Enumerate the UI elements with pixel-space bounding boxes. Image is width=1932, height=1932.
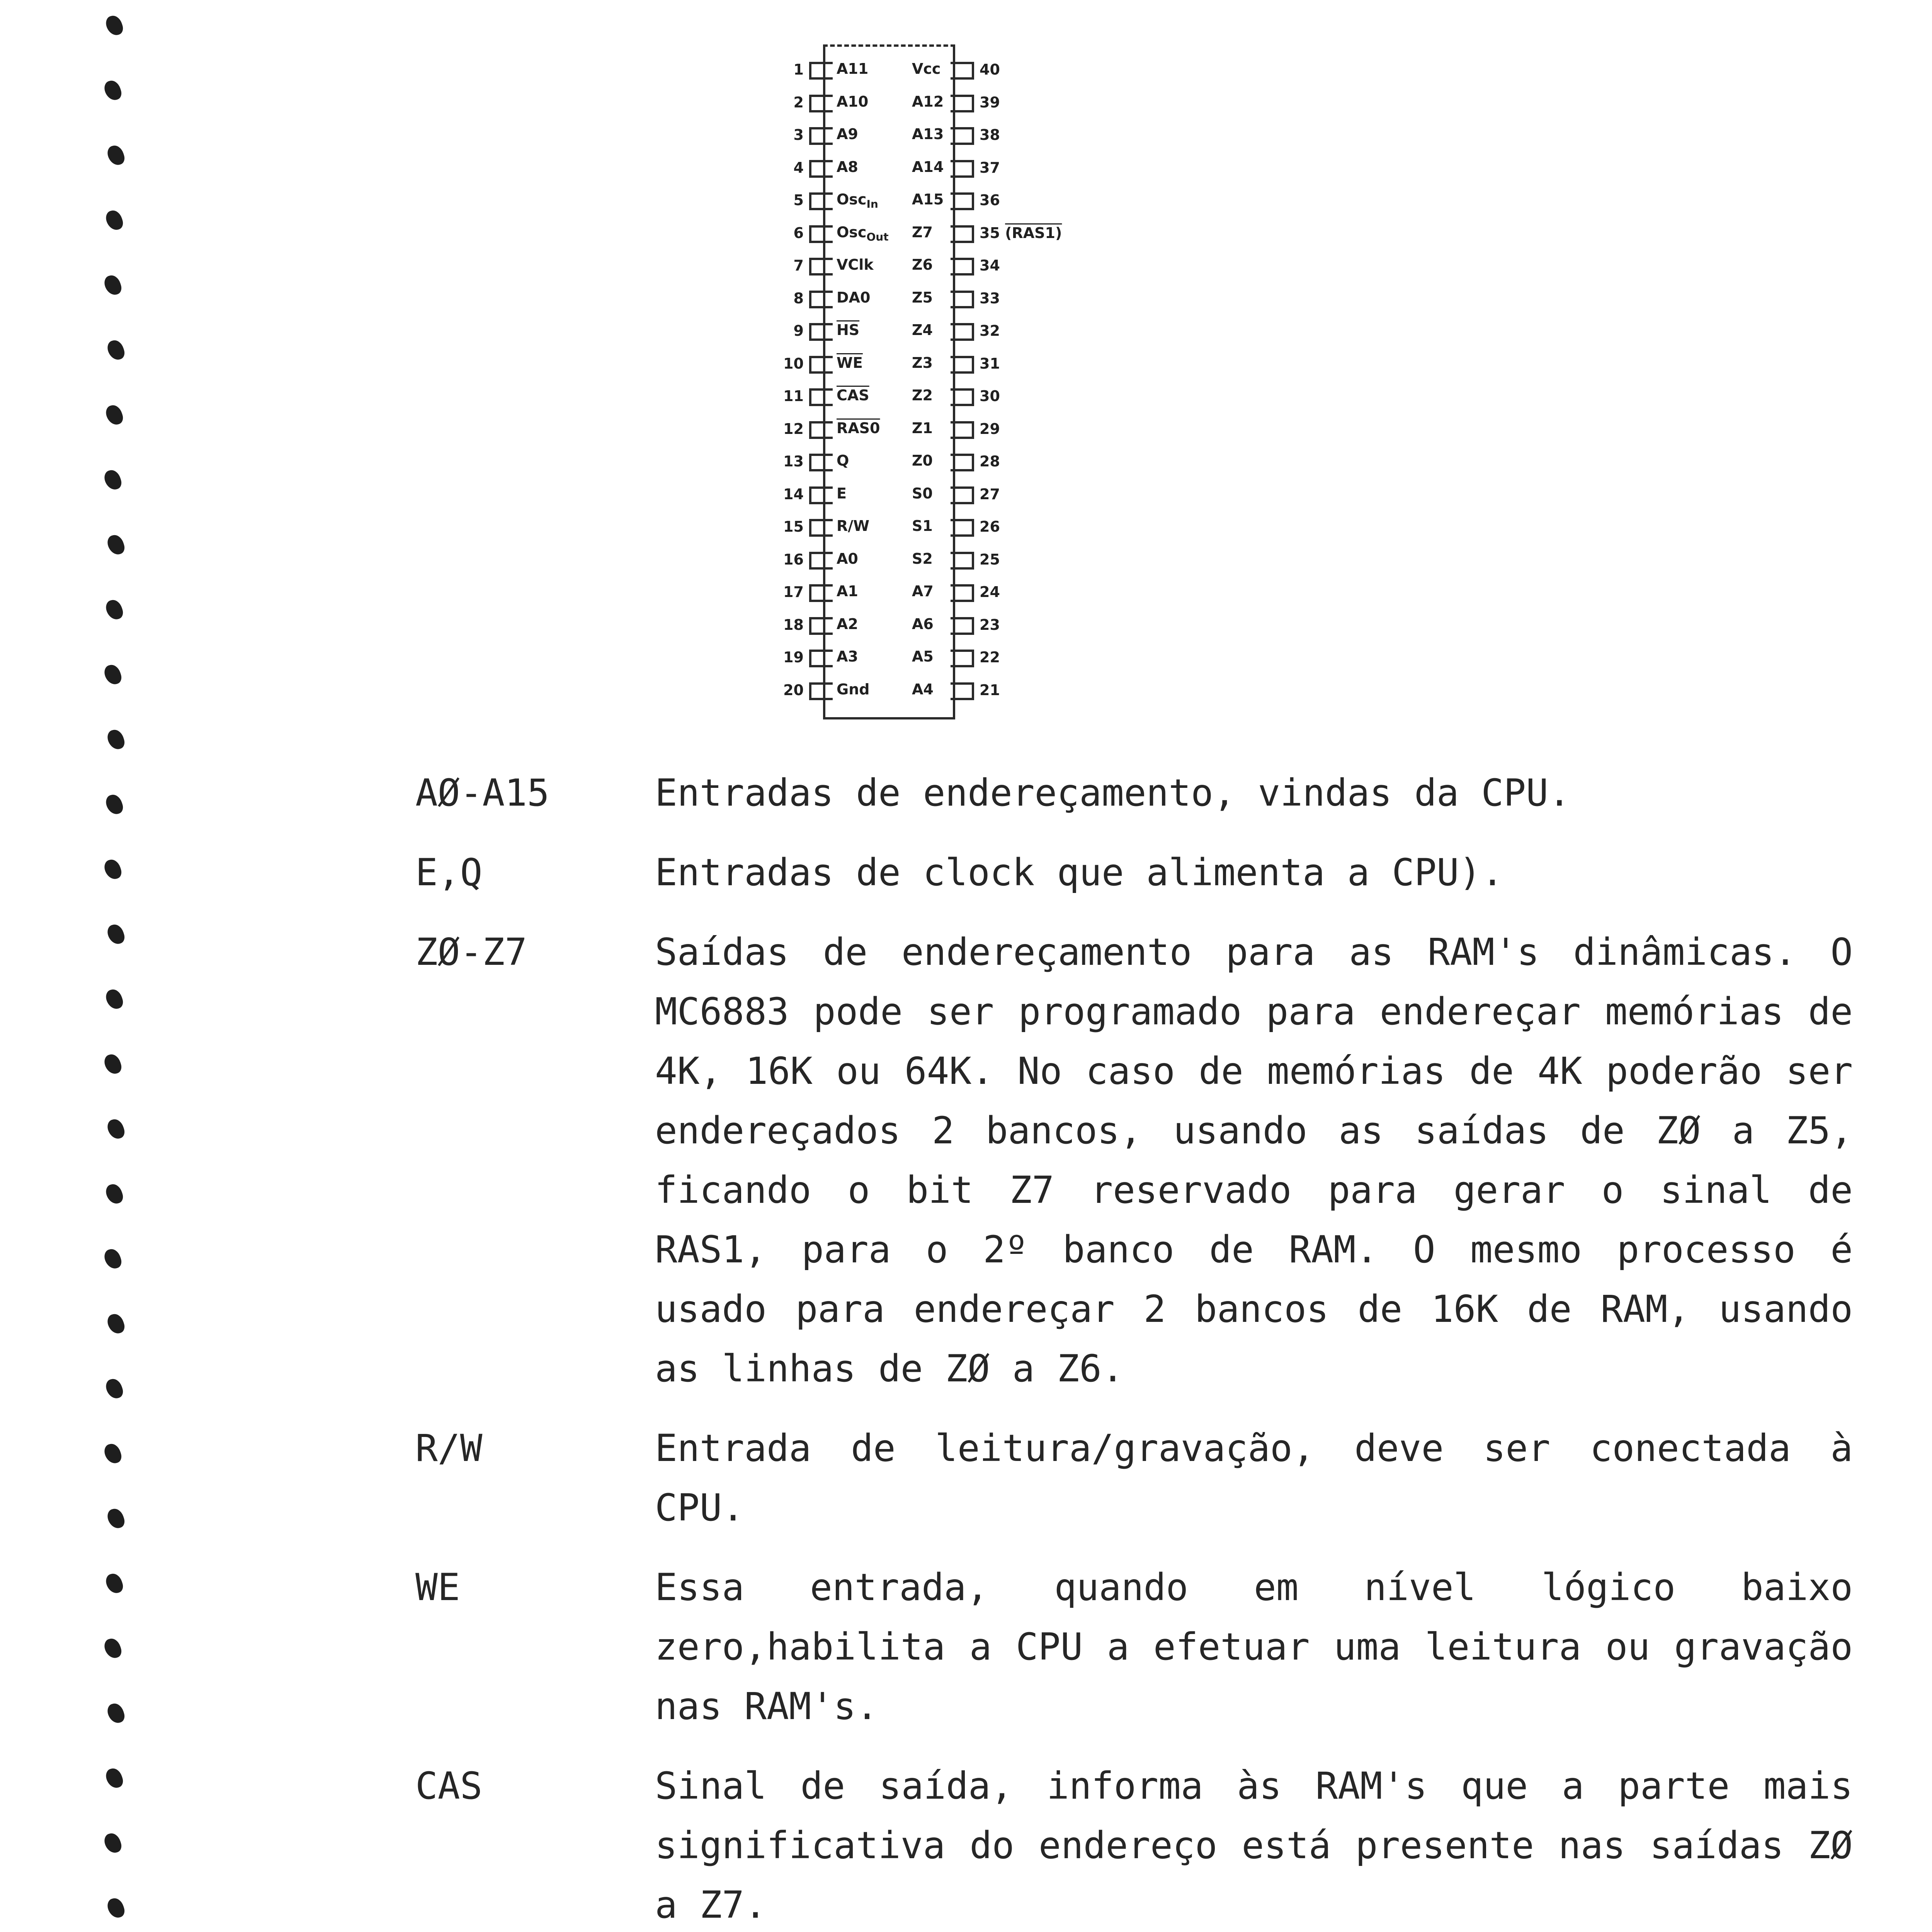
signal-entry xyxy=(415,1558,1853,1736)
pin-signal: Z6 xyxy=(912,256,933,273)
signal-entry xyxy=(415,1756,1853,1932)
pin-number: 12 xyxy=(783,420,804,437)
binder-hole xyxy=(104,1182,125,1206)
pin-number: 15 xyxy=(783,518,804,535)
pin-signal: A5 xyxy=(912,648,934,665)
pin-lead xyxy=(951,323,974,341)
pin-lead xyxy=(951,192,974,210)
pin-lead xyxy=(951,421,974,439)
pin-signal: A6 xyxy=(912,615,934,633)
pin-signal: Gnd xyxy=(837,680,870,698)
pin-signal: A4 xyxy=(912,680,934,698)
pin-right-39 xyxy=(912,91,1121,114)
pin-right-37 xyxy=(912,156,1121,179)
pin-number: 22 xyxy=(980,649,1000,666)
pin-number: 34 xyxy=(980,257,1000,274)
pin-signal: S2 xyxy=(912,550,933,567)
pin-signal: Q xyxy=(837,452,849,469)
signal-description: Saídas de endereçamento para as RAM's dinâmicas. O MC6883 pode ser programado para endereçar memórias de 4K, 16K ou 64K. No caso de memórias de 4K poderão ser endereçados 2 bancos, usando as saídas de ZØ a Z5, ficando o bit Z7 reservado para gerar o sinal de RAS1, para o 2º banco de RAM. O mesmo processo é usado para endereçar 2 bancos de 16K de RAM, usando as linhas de ZØ a Z6. xyxy=(655,930,1853,1390)
binder-hole xyxy=(102,1247,123,1271)
pin-signal: A10 xyxy=(837,93,869,110)
pin-number: 32 xyxy=(980,322,1000,339)
pin-number: 8 xyxy=(793,289,804,307)
binder-hole xyxy=(105,1117,126,1141)
binder-hole xyxy=(104,987,125,1011)
pin-left-8 xyxy=(0,287,871,310)
pin-lead xyxy=(809,454,833,471)
pin-signal: R/W xyxy=(837,517,870,534)
pin-lead xyxy=(809,356,833,374)
binder-hole xyxy=(102,1831,123,1855)
pin-left-15 xyxy=(0,515,870,538)
binder-hole xyxy=(105,1312,126,1336)
pin-number: 25 xyxy=(980,551,1000,568)
pin-signal: Osc$_{In}$ xyxy=(837,191,878,211)
pin-right-34 xyxy=(912,254,1121,277)
pin-number: 20 xyxy=(783,681,804,699)
pin-signal: DA0 xyxy=(837,289,871,306)
pin-number: 1 xyxy=(793,61,804,78)
pin-number: 10 xyxy=(783,355,804,372)
pin-lead xyxy=(809,552,833,570)
pin-number: 36 xyxy=(980,192,1000,209)
pin-signal: Z0 xyxy=(912,452,933,469)
signal-name: R/W xyxy=(415,1427,483,1470)
pin-right-26 xyxy=(912,515,1121,538)
pin-lead xyxy=(809,291,833,308)
pin-number: 29 xyxy=(980,420,1000,437)
signal-name: ZØ-Z7 xyxy=(415,930,527,974)
pin-number: 33 xyxy=(980,289,1000,307)
pin-lead xyxy=(951,127,974,145)
signal-entry xyxy=(415,922,1853,1398)
pin-lead xyxy=(951,650,974,667)
pin-right-35 xyxy=(912,221,1121,245)
pin-number: 38 xyxy=(980,126,1000,143)
pin-right-22 xyxy=(912,646,1121,669)
binder-hole xyxy=(104,1571,125,1595)
pin-lead xyxy=(951,258,974,276)
pin-lead xyxy=(809,258,833,276)
pin-number: 37 xyxy=(980,159,1000,176)
pin-left-16 xyxy=(0,548,858,571)
pin-left-3 xyxy=(0,123,858,146)
pin-lead xyxy=(951,291,974,308)
pin-number: 9 xyxy=(793,322,804,339)
pin-signal: Z1 xyxy=(912,419,933,437)
pin-number: 40 xyxy=(980,61,1000,78)
pin-number: 17 xyxy=(783,583,804,600)
pin-lead xyxy=(951,552,974,570)
pin-lead xyxy=(809,584,833,602)
pin-right-38 xyxy=(912,123,1121,146)
pin-right-36 xyxy=(912,189,1121,212)
pin-lead xyxy=(809,486,833,504)
binder-hole xyxy=(105,1701,126,1725)
pin-signal: A1 xyxy=(837,583,858,600)
pin-signal: Z2 xyxy=(912,387,933,404)
pin-left-1 xyxy=(0,58,869,81)
binder-hole xyxy=(102,1636,123,1660)
pin-signal: Z7 xyxy=(912,223,933,241)
pin-left-18 xyxy=(0,613,858,636)
pin-signal: Z4 xyxy=(912,321,933,338)
pin-lead xyxy=(809,192,833,210)
pin-right-28 xyxy=(912,450,1121,473)
signal-description: Sinal de saída, informa às RAM's que a parte mais significativa do endereço está presente nas saídas ZØ a Z7. xyxy=(655,1764,1853,1927)
pin-left-17 xyxy=(0,580,858,604)
pin-number: 30 xyxy=(980,388,1000,405)
pin-lead xyxy=(809,421,833,439)
pin-right-21 xyxy=(912,679,1121,702)
pin-left-5 xyxy=(0,189,878,212)
pin-signal: A12 xyxy=(912,93,944,110)
pin-number: 24 xyxy=(980,583,1000,600)
pin-number: 39 xyxy=(980,94,1000,111)
pin-right-30 xyxy=(912,384,1121,408)
pin-signal: Z3 xyxy=(912,354,933,371)
pin-right-40 xyxy=(912,58,1121,81)
pin-lead xyxy=(951,584,974,602)
pin-signal: VClk xyxy=(837,256,874,273)
pin-lead xyxy=(809,682,833,700)
pin-signal: A13 xyxy=(912,126,944,143)
pin-right-33 xyxy=(912,287,1121,310)
pin-right-32 xyxy=(912,319,1121,342)
binder-hole xyxy=(102,1052,123,1076)
signal-name: CAS xyxy=(415,1764,483,1808)
pin-number: 7 xyxy=(793,257,804,274)
signal-description: Entrada de leitura/gravação, deve ser conectada à CPU. xyxy=(655,1427,1853,1529)
signal-description: Essa entrada, quando em nível lógico baixo zero,habilita a CPU a efetuar uma leitura ou gravação nas RAM's. xyxy=(655,1566,1853,1728)
pin-signal: A11 xyxy=(837,60,869,77)
binder-hole xyxy=(102,857,123,881)
pin-left-11 xyxy=(0,384,869,408)
signal-name: E,Q xyxy=(415,851,483,894)
pin-number: 23 xyxy=(980,616,1000,633)
pin-number: 26 xyxy=(980,518,1000,535)
pin-lead xyxy=(951,519,974,537)
pin-right-24 xyxy=(912,580,1121,604)
pin-left-19 xyxy=(0,646,858,669)
pin-left-12 xyxy=(0,417,880,440)
pin-left-14 xyxy=(0,483,847,506)
pin-left-4 xyxy=(0,156,858,179)
signal-name: WE xyxy=(415,1566,460,1609)
binder-hole xyxy=(105,1896,126,1920)
pin-signal: A8 xyxy=(837,158,858,175)
pin-lead xyxy=(951,388,974,406)
pin-left-6 xyxy=(0,221,889,245)
pin-signal: Osc$_{Out}$ xyxy=(837,223,889,243)
pin-signal: A14 xyxy=(912,158,944,175)
pin-number: 16 xyxy=(783,551,804,568)
pin-right-25 xyxy=(912,548,1121,571)
pin-lead xyxy=(951,486,974,504)
signal-entry xyxy=(415,843,1853,902)
pin-number: 31 xyxy=(980,355,1000,372)
binder-hole xyxy=(104,14,125,37)
signal-description: Entradas de endereçamento, vindas da CPU. xyxy=(655,771,1571,815)
pin-lead xyxy=(809,160,833,178)
pin-signal: A7 xyxy=(912,583,934,600)
pin-signal: S0 xyxy=(912,485,933,502)
pin-signal: RAS0 xyxy=(837,419,880,437)
pin-signal: $\overline{CAS}$ xyxy=(837,387,869,404)
pin-left-13 xyxy=(0,450,849,473)
binder-hole xyxy=(105,728,126,752)
pin-number: 2 xyxy=(793,94,804,111)
pin-left-2 xyxy=(0,91,869,114)
signal-description-list xyxy=(415,763,1853,1932)
pin-number: 19 xyxy=(783,649,804,666)
pin-lead xyxy=(951,356,974,374)
pin-number: 6 xyxy=(793,224,804,242)
pin-signal: $\overline{WE}$ xyxy=(837,354,863,371)
pin-number: 14 xyxy=(783,485,804,503)
pin-signal: A2 xyxy=(837,615,858,633)
pin-lead xyxy=(809,127,833,145)
signal-description: Entradas de clock que alimenta a CPU). xyxy=(655,851,1504,894)
pin-signal: A15 xyxy=(912,191,944,208)
pin-left-10 xyxy=(0,352,863,375)
signal-entry xyxy=(415,1418,1853,1537)
signal-name: AØ-A15 xyxy=(415,771,549,815)
pin-signal: S1 xyxy=(912,517,933,534)
binder-hole xyxy=(104,793,125,816)
pin-right-29 xyxy=(912,417,1121,440)
pin-number: 11 xyxy=(783,388,804,405)
pin-signal: Z5 xyxy=(912,289,933,306)
pin-signal: $\overline{HS}$ xyxy=(837,321,860,338)
pin-lead xyxy=(951,617,974,635)
pin-number: 18 xyxy=(783,616,804,633)
signal-entry xyxy=(415,763,1853,823)
pin-lead xyxy=(809,388,833,406)
pin-lead xyxy=(809,323,833,341)
pin-right-23 xyxy=(912,613,1121,636)
pin-right-31 xyxy=(912,352,1121,375)
pin-lead xyxy=(809,617,833,635)
pin-left-7 xyxy=(0,254,874,277)
pin-left-20 xyxy=(0,679,870,702)
pin-number: 3 xyxy=(793,126,804,143)
pin-signal: E xyxy=(837,485,847,502)
pin-lead xyxy=(951,95,974,112)
pin-left-9 xyxy=(0,319,860,342)
pin-lead xyxy=(951,62,974,80)
pin-signal: A3 xyxy=(837,648,858,665)
pin-lead xyxy=(951,682,974,700)
pin-number: 35 (RAS1) xyxy=(980,224,1062,242)
pin-right-27 xyxy=(912,483,1121,506)
binder-hole xyxy=(104,1377,125,1401)
pin-lead xyxy=(951,454,974,471)
pin-lead xyxy=(809,225,833,243)
pin-number: 5 xyxy=(793,192,804,209)
binder-hole xyxy=(104,1766,125,1790)
pin-lead xyxy=(809,519,833,537)
pin-number: 28 xyxy=(980,453,1000,470)
pin-number: 13 xyxy=(783,453,804,470)
pin-lead xyxy=(809,95,833,112)
pin-lead xyxy=(951,160,974,178)
pin-number: 4 xyxy=(793,159,804,176)
pin-number: 27 xyxy=(980,485,1000,503)
pin-number: 21 xyxy=(980,681,1000,699)
pin-signal: A9 xyxy=(837,126,858,143)
pin-signal: A0 xyxy=(837,550,858,567)
binder-hole xyxy=(102,1442,123,1466)
pin-lead xyxy=(809,650,833,667)
pin-lead xyxy=(951,225,974,243)
binder-hole xyxy=(105,1507,126,1531)
binder-hole xyxy=(105,922,126,946)
pin-signal: Vcc xyxy=(912,60,941,77)
pin-lead xyxy=(809,62,833,80)
